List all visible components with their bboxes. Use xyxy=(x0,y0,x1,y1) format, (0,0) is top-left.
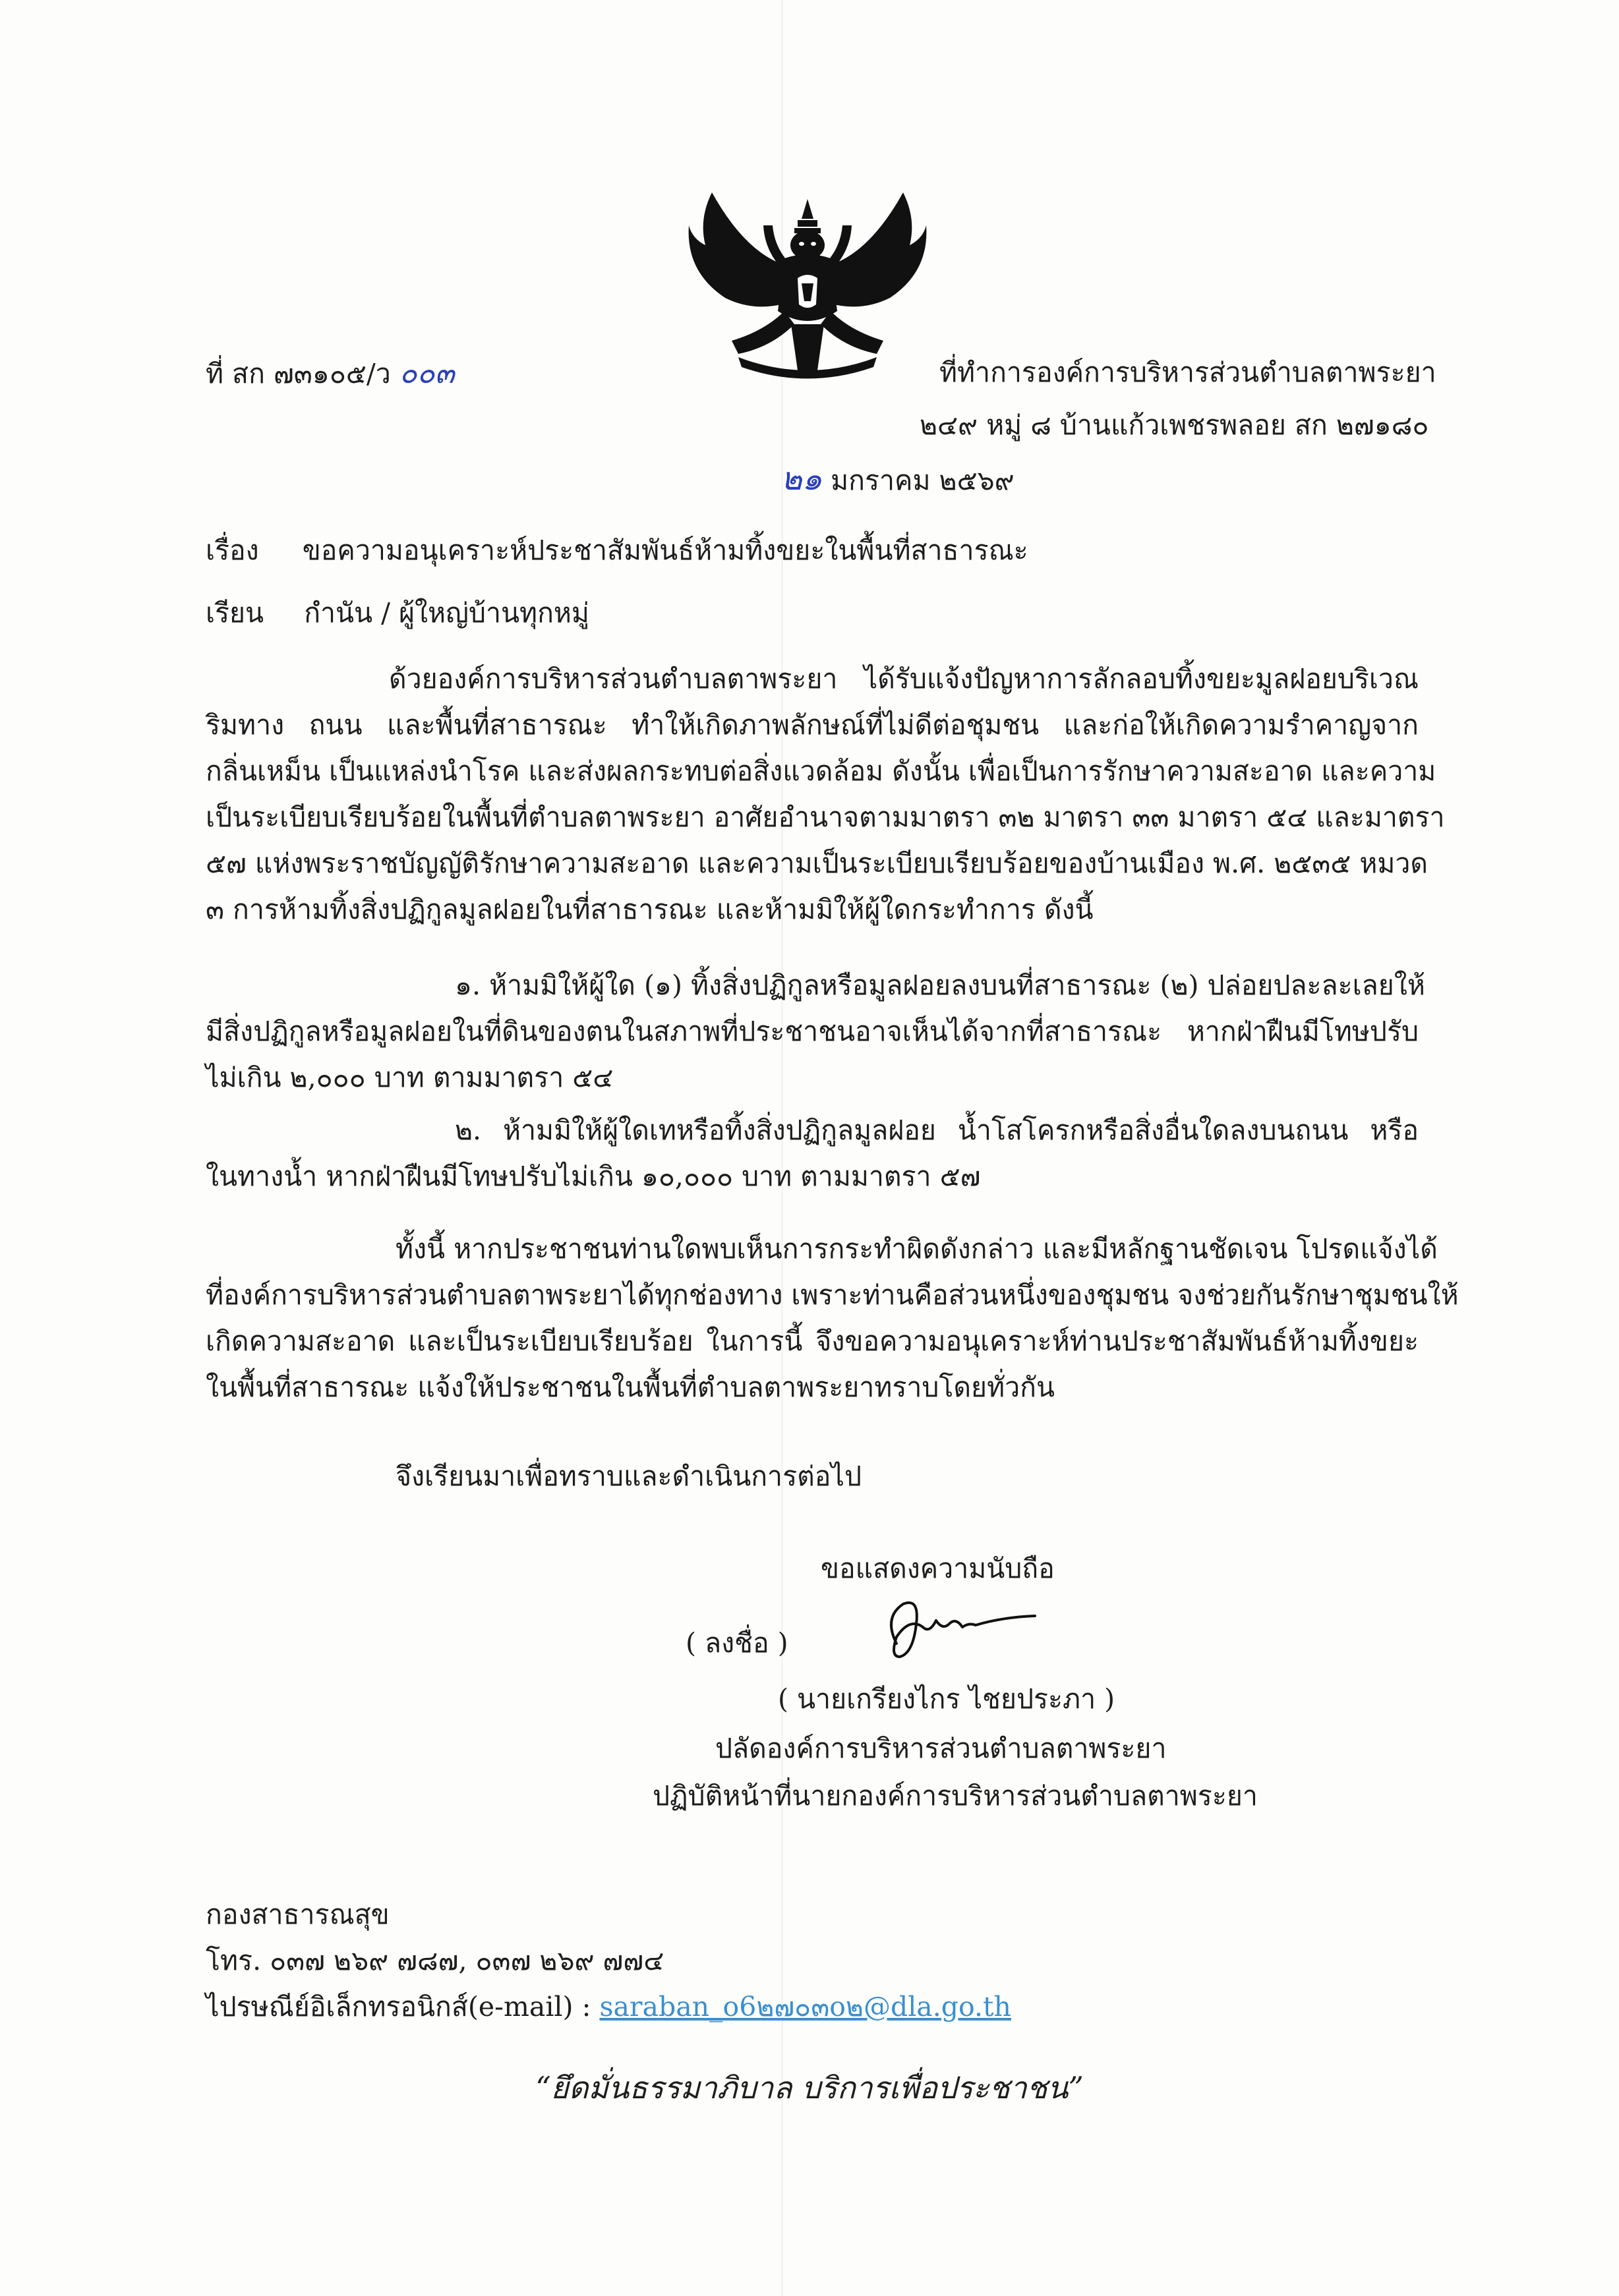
para1-line-3: กลิ่นเหม็น เป็นแหล่งนำโรค และส่งผลกระทบต่อสิ่งแวดล้อม ดังนั้น เพื่อเป็นการรักษาความสะอาด และความ xyxy=(206,755,1436,787)
subject-label: เรื่อง xyxy=(206,534,259,566)
addressee-label: เรียน xyxy=(206,597,264,629)
para1-line-2: ริมทาง ถนน และพื้นที่สาธารณะ ทำให้เกิดภาพลักษณ์ที่ไม่ดีต่อชุมชน และก่อให้เกิดความรำคาญจาก xyxy=(206,709,1419,741)
motto: “ยึดมั่นธรรมาภิบาล บริการเพื่อประชาชน” xyxy=(535,2070,1084,2106)
subject-line xyxy=(206,534,1028,566)
date-month-year: มกราคม ๒๕๖๙ xyxy=(831,465,1015,496)
email-link[interactable]: saraban_o6๒๗๐๓o๒@dla.go.th xyxy=(599,1991,1011,2023)
regards-text: ขอแสดงความนับถือ xyxy=(821,1553,1055,1584)
office-address: ๒๔๙ หมู่ ๘ บ้านแก้วเพชรพลอย สก ๒๗๑๘๐ xyxy=(920,409,1429,441)
reference-prefix: ที่ สก ๗๓๑๐๕/ว xyxy=(206,358,391,389)
email-label: ไปรษณีย์อิเล็กทรอนิกส์(e-mail) : xyxy=(206,1991,591,2023)
subject-text: ขอความอนุเคราะห์ประชาสัมพันธ์ห้ามทิ้งขยะในพื้นที่สาธารณะ xyxy=(302,534,1028,566)
handwritten-signature xyxy=(870,1591,1042,1663)
letter-date xyxy=(781,461,1015,498)
reference-number xyxy=(206,359,455,388)
date-day-handwritten: ๒๑ xyxy=(781,461,823,498)
para2-line-1: ทั้งนี้ หากประชาชนท่านใดพบเห็นการกระทำผิดดังกล่าว และมีหลักฐานชัดเจน โปรดแจ้งได้ xyxy=(396,1233,1438,1265)
addressee-text: กำนัน / ผู้ใหญ่บ้านทุกหมู่ xyxy=(304,597,589,629)
phone-numbers: โทร. ๐๓๗ ๒๖๙ ๗๘๗, ๐๓๗ ๒๖๙ ๗๗๔ xyxy=(206,1945,664,1976)
closing-request: จึงเรียนมาเพื่อทราบและดำเนินการต่อไป xyxy=(396,1460,862,1492)
para1-line-5: ๕๗ แห่งพระราชบัญญัติรักษาความสะอาด และความเป็นระเบียบเรียบร้อยของบ้านเมือง พ.ศ. ๒๕๓๕ หมวด xyxy=(206,847,1428,879)
para2-line-2: ที่องค์การบริหารส่วนตำบลตาพระยาได้ทุกช่องทาง เพราะท่านคือส่วนหนึ่งของชุมชน จงช่วยกันรักษาชุมชนให้ xyxy=(206,1279,1459,1311)
addressee-line xyxy=(206,597,589,629)
sign-label: ( ลงชื่อ ) xyxy=(686,1627,788,1659)
item2-line-2: ในทางน้ำ หากฝ่าฝืนมีโทษปรับไม่เกิน ๑๐,๐๐๐ บาท ตามมาตรา ๕๗ xyxy=(206,1161,981,1192)
para1-line-1: ด้วยองค์การบริหารส่วนตำบลตาพระยา ได้รับแจ้งปัญหาการลักลอบทิ้งขยะมูลฝอยบริเวณ xyxy=(389,663,1419,695)
item1-line-1: ๑. ห้ามมิให้ผู้ใด (๑) ทิ้งสิ่งปฏิกูลหรือมูลฝอยลงบนที่สาธารณะ (๒) ปล่อยปละละเลยให้ xyxy=(455,969,1425,1001)
signatory-name: ( นายเกรียงไกร ไชยประภา ) xyxy=(778,1683,1115,1715)
para1-line-6: ๓ การห้ามทิ้งสิ่งปฏิกูลมูลฝอยในที่สาธารณะ และห้ามมิให้ผู้ใดกระทำการ ดังนี้ xyxy=(206,894,1094,925)
item2-line-1: ๒. ห้ามมิให้ผู้ใดเทหรือทิ้งสิ่งปฏิกูลมูลฝอย น้ำโสโครกหรือสิ่งอื่นใดลงบนถนน หรือ xyxy=(455,1114,1419,1146)
para1-line-4: เป็นระเบียบเรียบร้อยในพื้นที่ตำบลตาพระยา อาศัยอำนาจตามมาตรา ๓๒ มาตรา ๓๓ มาตรา ๕๔ และมาตรา xyxy=(206,801,1445,833)
email-line xyxy=(206,1991,1011,2023)
garuda-emblem-icon xyxy=(686,173,929,390)
item1-line-3: ไม่เกิน ๒,๐๐๐ บาท ตามมาตรา ๕๔ xyxy=(206,1062,614,1093)
para2-line-3: เกิดความสะอาด และเป็นระเบียบเรียบร้อย ในการนี้ จึงขอความอนุเคราะห์ท่านประชาสัมพันธ์ห้ามทิ้งขยะ xyxy=(206,1325,1419,1357)
item1-line-2: มีสิ่งปฏิกูลหรือมูลฝอยในที่ดินของตนในสภาพที่ประชาชนอาจเห็นได้จากที่สาธารณะ หากฝ่าฝืนมีโทษปรับ xyxy=(206,1016,1419,1047)
office-name: ที่ทำการองค์การบริหารส่วนตำบลตาพระยา xyxy=(939,357,1436,388)
signatory-position-2: ปฏิบัติหน้าที่นายกองค์การบริหารส่วนตำบลตาพระยา xyxy=(653,1780,1258,1812)
para2-line-4: ในพื้นที่สาธารณะ แจ้งให้ประชาชนในพื้นที่ตำบลตาพระยาทราบโดยทั่วกัน xyxy=(206,1371,1055,1403)
signatory-position-1: ปลัดองค์การบริหารส่วนตำบลตาพระยา xyxy=(715,1733,1167,1764)
reference-number-handwritten: ๐๐๓ xyxy=(399,357,455,390)
department-name: กองสาธารณสุข xyxy=(206,1899,390,1930)
